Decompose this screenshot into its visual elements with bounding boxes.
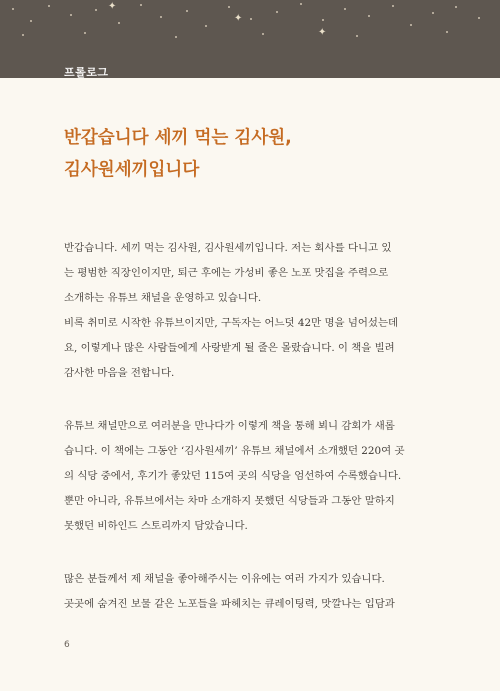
chapter-title	[64, 122, 292, 186]
page-number: 6	[64, 640, 70, 650]
text-line: 곳곳에 숨겨진 보물 같은 노포들을 파헤치는 큐레이팅력, 맛깔나는 입담과	[64, 598, 395, 610]
paragraph	[64, 567, 436, 617]
text-line: 유튜브 채널만으로 여러분을 만나다가 이렇게 책을 통해 뵈니 감회가 새롭	[64, 420, 395, 432]
text-line: 소개하는 유튜브 채널을 운영하고 있습니다.	[64, 292, 262, 304]
text-line: 비록 취미로 시작한 유튜브이지만, 구독자는 어느덧 42만 명을 넘어섰는데	[64, 317, 399, 329]
paragraph	[64, 414, 436, 539]
body-text	[64, 236, 436, 645]
text-line: 감사한 마음을 전합니다.	[64, 367, 175, 379]
text-line: 뿐만 아니라, 유튜브에서는 차마 소개하지 못했던 식당들과 그동안 말하지	[64, 495, 395, 507]
text-line: 는 평범한 직장인이지만, 퇴근 후에는 가성비 좋은 노포 맛집을 주력으로	[64, 267, 389, 279]
text-line: 못했던 비하인드 스토리까지 담았습니다.	[64, 520, 248, 532]
title-line: 김사원세끼입니다	[64, 160, 200, 180]
text-line: 반갑습니다. 세끼 먹는 김사원, 김사원세끼입니다. 저는 회사를 다니고 있	[64, 242, 392, 254]
text-line: 많은 분들께서 제 채널을 좋아해주시는 이유에는 여러 가지가 있습니다.	[64, 573, 385, 585]
section-label: 프롤로그	[64, 66, 109, 78]
text-line: 습니다. 이 책에는 그동안 ‘김사원세끼’ 유튜브 채널에서 소개했던 220여 곳	[64, 445, 405, 457]
text-line: 요, 이렇게나 많은 사람들에게 사랑받게 될 줄은 몰랐습니다. 이 책을 빌려	[64, 342, 395, 354]
text-line: 의 식당 중에서, 후기가 좋았던 115여 곳의 식당을 엄선하여 수록했습니다.	[64, 470, 402, 482]
paragraph	[64, 236, 436, 386]
title-line: 반갑습니다 세끼 먹는 김사원,	[64, 128, 292, 148]
chapter-header-band: ✦ ✦ ✦ 프롤로그	[0, 0, 500, 78]
